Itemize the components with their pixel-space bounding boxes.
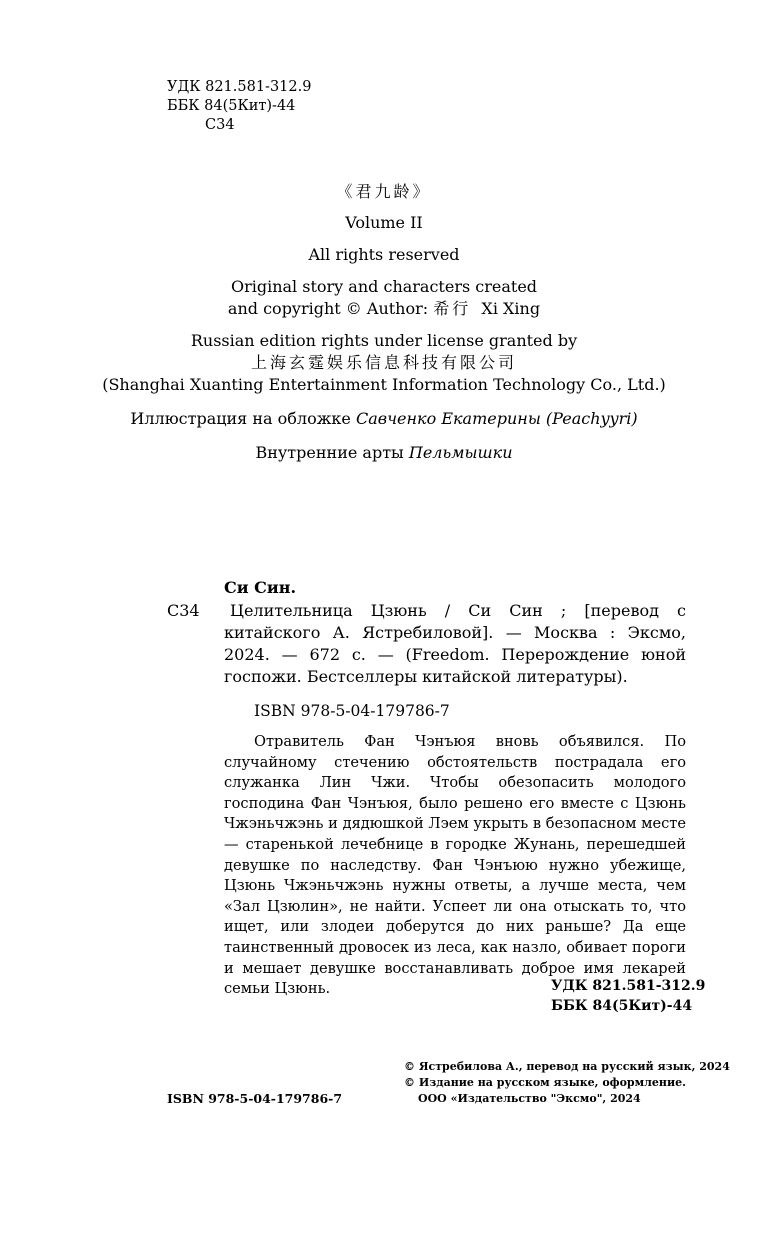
rights-reserved: All rights reserved [308,245,460,264]
bbk-code: ББК 84(5Кит)-44 [167,98,296,114]
copyright-block [404,1059,730,1107]
abstract: Отравитель Фан Чэнъюя вновь объявился. По случайному стечению обстоятельств пострадала его служанка Лин Чжи. Чтобы обезопасить молодого господина Фан Чэнъюя, было решено его вместе с Цзюнь Чжэньчжэнь и дядюшкой Лэем укрыть в безопасном месте — старенькой лечебнице в городке Жунань, перешедшей девушке по наследству. Фан Чэнъюю нужно убежище, Цзюнь Чжэньчжэнь нужны ответы, а лучше места, чем «Зал Цзюлин», не найти. Успеет ли она отыскать то, что ищет, или злодеи доберутся до них раньше? Да еще таинственный дровосек из леса, как назло, обивает пороги и мешает девушке восстанавливать доброе имя лекарей семьи Цзюнь. [224,733,686,998]
udk-code: УДК 821.581-312.9 [167,79,312,95]
bibliographic-description: Целительница Цзюнь / Си Син ; [перевод с китайского А. Ястребиловой]. — Москва : Эксмо, 2024. — 672 с. — (Freedom. Перерождение юной госпожи. Бестселлеры китайской литературы). [224,601,686,686]
rights-block [0,181,768,464]
story-credit-prefix: and copyright © Author: [227,299,434,318]
volume: Volume II [345,213,423,232]
licensor-english: (Shanghai Xuanting Entertainment Information Technology Co., Ltd.) [102,375,666,394]
bbk-bottom: ББК 84(5Кит)-44 [551,998,693,1014]
original-title: 《君九龄》 [336,182,432,201]
copyright-edition: © Издание на русском языке, оформление. [404,1076,686,1089]
catalog-author: Си Син. [224,578,297,597]
cover-illustration-credit [0,408,768,430]
cover-artist: Савченко Екатерины (Peachyyri) [355,409,638,428]
inner-label: Внутренние арты [255,443,409,462]
classification-block [167,78,311,135]
author-mark: С34 [205,117,235,133]
classification-bottom [551,976,705,1016]
udk-bottom: УДК 821.581-312.9 [551,978,706,994]
story-credit-line1: Original story and characters created [230,277,538,296]
isbn-main: ISBN 978-5-04-179786-7 [254,702,450,720]
cover-label: Иллюстрация на обложке [130,409,356,428]
copyright-translation: © Ястребилова А., перевод на русский язык, 2024 [404,1060,730,1073]
copyright-publisher: ООО «Издательство "Эксмо", 2024 [418,1092,641,1105]
inner-art-credit [0,442,768,464]
license-line: Russian edition rights under license granted by [190,331,578,350]
catalog-code: С34 [167,601,200,620]
inner-artist: Пельмышки [408,443,513,462]
isbn-bottom: ISBN 978-5-04-179786-7 [167,1091,343,1106]
author-latin: Xi Xing [481,299,541,318]
story-credit-line2 [0,298,768,320]
licensor-chinese: 上海玄霆娱乐信息科技有限公司 [250,353,517,372]
author-chinese: 希行 [433,299,472,318]
